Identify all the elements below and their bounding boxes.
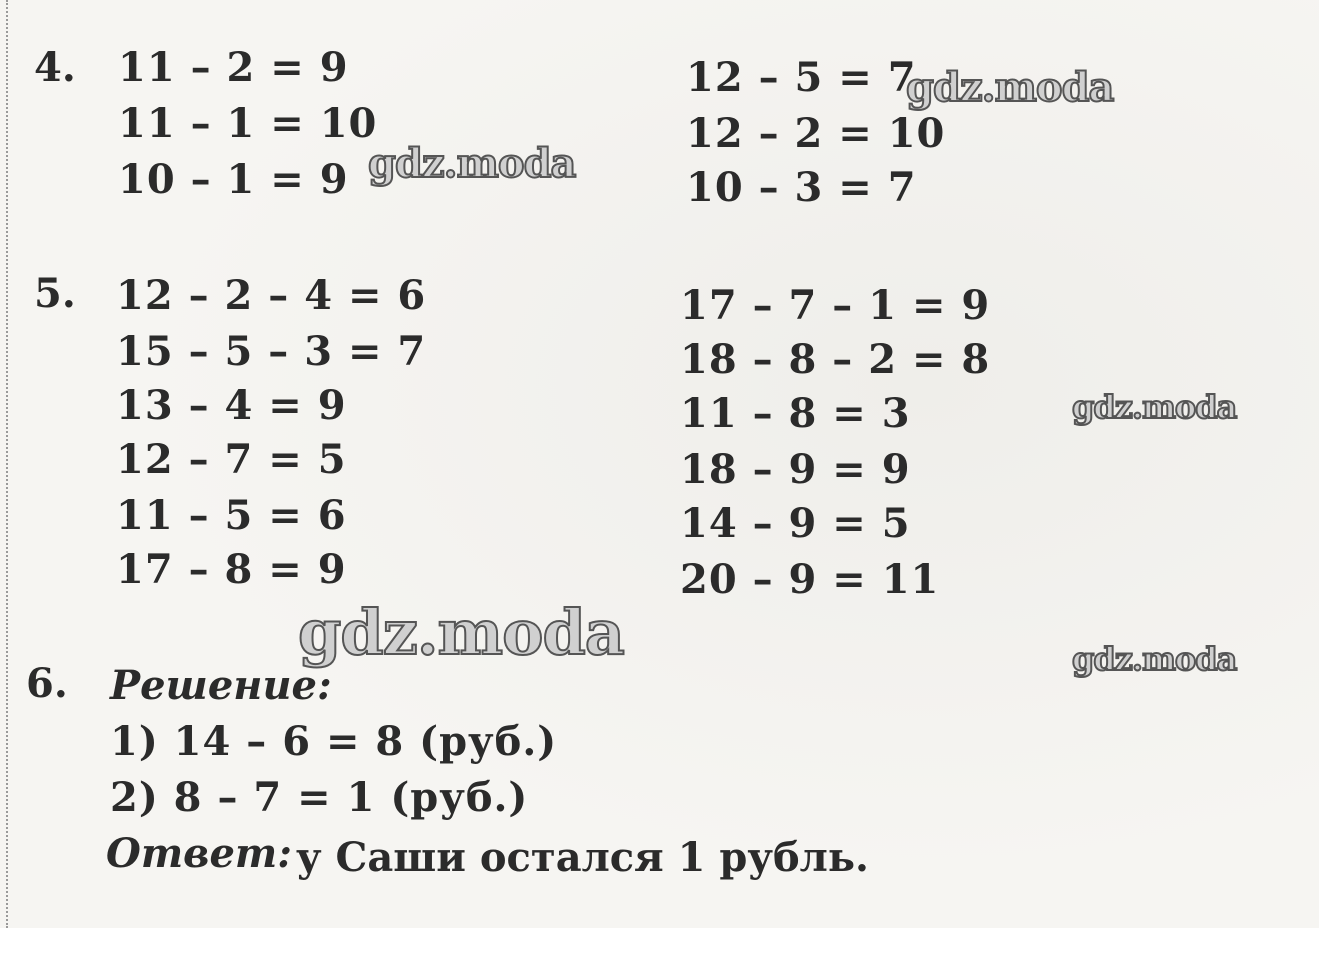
bottom-white-strip xyxy=(0,928,1319,964)
task-5-left-line-1: 12 – 2 – 4 = 6 xyxy=(116,272,427,319)
task-4-number: 4. xyxy=(34,44,76,91)
task-4-left-line-1: 11 – 2 = 9 xyxy=(118,44,349,91)
watermark: gdz.moda xyxy=(906,64,1114,111)
task-5-right-line-5: 14 – 9 = 5 xyxy=(680,500,911,547)
task-5-right-line-1: 17 – 7 – 1 = 9 xyxy=(680,282,991,329)
solution-label: Решение: xyxy=(110,662,332,709)
answer-label: Ответ: xyxy=(106,830,292,877)
task-4-right-line-3: 10 – 3 = 7 xyxy=(686,164,917,211)
task-5-left-line-4: 12 – 7 = 5 xyxy=(116,436,347,483)
watermark: gdz.moda xyxy=(1072,640,1237,678)
task-4-left-line-3: 10 – 1 = 9 xyxy=(118,156,349,203)
task-4-right-line-2: 12 – 2 = 10 xyxy=(686,110,946,157)
task-4-right-line-1: 12 – 5 = 7 xyxy=(686,54,917,101)
task-5-left-line-3: 13 – 4 = 9 xyxy=(116,382,347,429)
task-5-right-line-4: 18 – 9 = 9 xyxy=(680,446,911,493)
task-5-number: 5. xyxy=(34,270,76,317)
watermark: gdz.moda xyxy=(298,596,624,669)
watermark: gdz.moda xyxy=(368,140,576,187)
watermark: gdz.moda xyxy=(1072,388,1237,426)
task-5-left-line-2: 15 – 5 – 3 = 7 xyxy=(116,328,427,375)
task-5-left-line-6: 17 – 8 = 9 xyxy=(116,546,347,593)
task-6-number: 6. xyxy=(26,660,68,707)
solution-step-2: 2) 8 – 7 = 1 (руб.) xyxy=(110,774,529,821)
page-edge-dotted-line xyxy=(6,0,8,928)
task-5-right-line-6: 20 – 9 = 11 xyxy=(680,556,940,603)
answer-text: у Саши остался 1 рубль. xyxy=(296,834,869,881)
task-5-right-line-3: 11 – 8 = 3 xyxy=(680,390,911,437)
task-4-left-line-2: 11 – 1 = 10 xyxy=(118,100,378,147)
task-5-left-line-5: 11 – 5 = 6 xyxy=(116,492,347,539)
task-5-right-line-2: 18 – 8 – 2 = 8 xyxy=(680,336,991,383)
solution-step-1: 1) 14 – 6 = 8 (руб.) xyxy=(110,718,558,765)
